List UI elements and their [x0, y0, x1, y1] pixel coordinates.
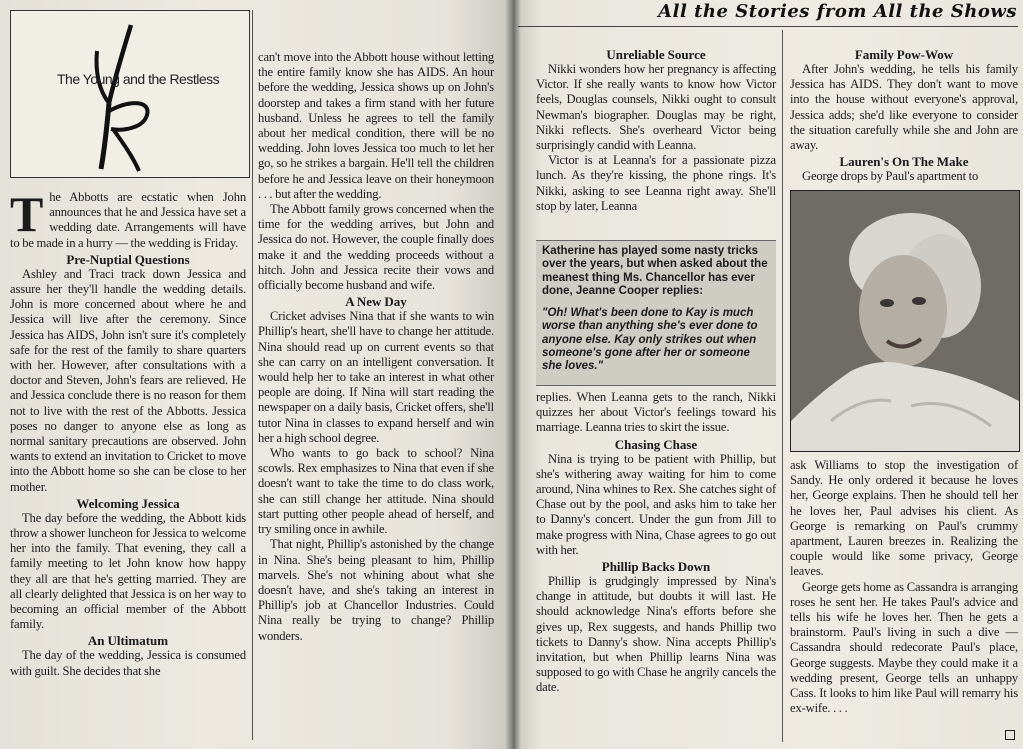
heading-unreliable-source: Unreliable Source [606, 47, 706, 62]
paragraph: After John's wedding, he tells his family Jessica has AIDS. They don't want to move into the house without everyone's approval, Jessica adds; she'd like everyone to consider the situation carefully while she and John are away. [790, 62, 1018, 153]
actress-photo [790, 190, 1020, 452]
paragraph: That night, Phillip's astonished by the change in Nina. She's being pleasant to him, Phillip marvels. She's not whining about what she doesn't have, and she's taking an interest in Phillip's job at Chancellor Industries. Could Nina really be trying to change? Phillip wonders. [258, 537, 494, 643]
yr-monogram-logo [11, 11, 249, 177]
paragraph: The Abbott family grows concerned when the time for the wedding arrives, but John and Jessica do not. However, the couple finally does make it and the wedding proceeds without a hitch. John and Jessica recite their vows and officially become husband and wife. [258, 202, 494, 293]
paragraph: Phillip is grudgingly impressed by Nina's change in attitude, but doubts it will last. He should acknowledge Nina's efforts before she gives up, Rex suggests, and hands Phillip two tickets to Danny's show. Nina accepts Phillip's invitation, but when Phillip learns Nina was supposed to go with Chase he angrily cancels the date. [536, 574, 776, 695]
heading-welcoming-jessica: Welcoming Jessica [76, 495, 180, 511]
paragraph: George gets home as Cassandra is arranging roses he sent her. He takes Paul's advice and tells his wife he loves her. Then he gets a brainstorm. Paul's living in such a dive — Cassandra should redecorate Paul's place, George suggests. Maybe they could make it a wedding present, George tells an unhappy Cass. It looks to him like Paul will remarry his ex-wife. . . . [790, 579, 1018, 716]
heading-pre-nuptial-questions: Pre-Nuptial Questions [66, 251, 190, 267]
running-head: All the Stories from All the Shows [658, 1, 1017, 22]
opening-paragraph [10, 186, 246, 251]
heading-chasing-chase: Chasing Chase [614, 436, 698, 452]
column-divider [252, 10, 253, 740]
article-column-3-bottom [536, 390, 776, 696]
paragraph: The day before the wedding, the Abbott kids throw a shower luncheon for Jessica to welcome her into the family. That evening, they call a family meeting to let John know how happy they all are that he's getting married. They are all clearly delighted that Jessica is on her way to becoming an official member of the Abbott family. [10, 510, 246, 632]
column-divider [782, 30, 783, 742]
paragraph: Cricket advises Nina that if she wants to win Phillip's heart, she'll have to change her attitude. Nina should read up on current events so that she can carry on an intelligent conversation. It would help her to take an interest in what other people are doing. If Nina will start reading the newspaper on a daily basis, Cricket offers, she'll tutor Nina in classes to expand herself and win her a high school degree. [258, 309, 494, 445]
heading-an-ultimatum: An Ultimatum [87, 633, 169, 649]
article-column-3-top [536, 46, 776, 214]
end-of-article-mark [1005, 730, 1015, 740]
drop-cap: T [10, 186, 44, 242]
heading-a-new-day: A New Day [345, 294, 407, 310]
pull-quote-intro: Katherine has played some nasty tricks over the years, but when asked about the meanest thing Ms. Chancellor has ever done, Jeanne Cooper replies: [542, 245, 768, 297]
show-logo-box [10, 10, 250, 178]
article-column-1 [10, 186, 246, 679]
paragraph: can't move into the Abbott house without letting the entire family know she has AIDS. An hour before the wedding, Jessica shows up on John's doorstep and takes a firm stand with her future husband. Unless he agrees to tell the family about her medical condition, there will be no wedding. John loves Jessica too much to let her go, so he strikes a bargain. He'll tell the children before he and Jessica leave on their honeymoon . . . but after the wedding. [258, 50, 494, 201]
paragraph: Who wants to go back to school? Nina scowls. Rex emphasizes to Nina that even if she doesn't want to take the time to do class work, she can still change her attitude. Nina should start putting other people ahead of herself, and try smiling once in awhile. [258, 446, 494, 537]
paragraph: ask Williams to stop the investigation of Sandy. He only ordered it because he loves her, George explains. Then he should tell her he loves her, Paul advises his client. As George is remarking on Paul's crummy apartment, Lauren breezes in. Realizing the couple would like some privacy, George leaves. [790, 458, 1018, 579]
paragraph: George drops by Paul's apartment to [802, 169, 979, 184]
paragraph: Ashley and Traci track down Jessica and assure her they'll handle the wedding details. John is more concerned about where he and Jessica will live after the ceremony. Since Jessica has AIDS, John isn't sure it's completely safe for the rest of the family to share quarters with her. However, after consultations with a doctor and Steven, John's fears are relieved. He and Jessica conclude there is no reason for them not to live with the rest of the Abbotts. Jessica poses no danger to anyone else as long as normal sanitary precautions are observed. John wants to extend an invitation to Cricket to move into the Abbott home so she can be close to her mother. [10, 266, 246, 494]
paragraph: Victor is at Leanna's for a passionate pizza lunch. As they're kissing, the phone rings. It's Nikki, asking to see Leanna right away. She'll stop by later, Leanna [536, 153, 776, 213]
heading-laurens-on-the-make: Lauren's On The Make [839, 154, 969, 170]
article-column-4-top [790, 46, 1018, 184]
book-gutter-shadow [505, 0, 521, 749]
portrait-illustration [791, 191, 1019, 451]
header-rule [518, 26, 1018, 27]
paragraph: The day of the wedding, Jessica is consumed with guilt. She decides that she [10, 648, 246, 678]
paragraph: Nikki wonders how her pregnancy is affecting Victor. If she really wants to know how Victor feels, Douglas counsels, Nikki ought to consult Newman's biographer. Douglas may be right, Nikki reflects. She's overheard Victor being surprisingly candid with Leanna. [536, 62, 776, 153]
paragraph: Nina is trying to be patient with Phillip, but she's withering away waiting for him to come around, Nina whines to Rex. She catches sight of Chase out by the pool, and asks him to take her to Danny's concert. Under the gun from Jill to make progress with Nina, Chase agrees to go out with her. [536, 451, 776, 557]
show-title-logo-text: The Young and the Restless [57, 71, 220, 87]
pull-quote-box [536, 240, 776, 386]
article-column-2 [258, 50, 494, 644]
pull-quote-text: "Oh! What's been done to Kay is much worse than anything she's ever done to anyone else. Kay only strikes out when someone's gone after her or someone she loves." [542, 307, 758, 373]
opening-text: he Abbotts are ecstatic when John announces that he and Jessica have set a wedding date. Arrangements will have to be made in a hurry — the wedding is Friday. [10, 190, 246, 250]
heading-phillip-backs-down: Phillip Backs Down [601, 559, 711, 575]
article-column-4-bottom [790, 458, 1018, 716]
heading-family-pow-wow: Family Pow-Wow [854, 47, 954, 62]
paragraph: replies. When Leanna gets to the ranch, Nikki quizzes her about Victor's feelings toward his marriage. Leanna tries to skirt the issue. [536, 390, 776, 435]
